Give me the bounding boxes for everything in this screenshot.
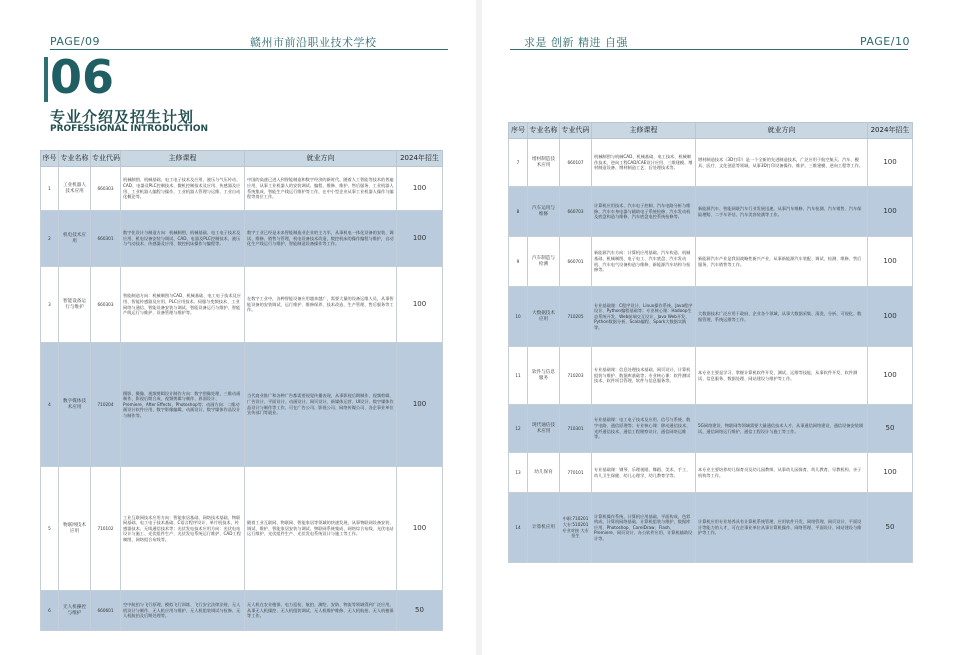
row-career: 在数字工业中，各种智能设备应用越来越广，需要大量的设备运维人员，从事智能设备的安装调试、运行维护、维修保养、技术改造、生产管理、售后服务等工作。 [245,267,397,343]
col-header-name: 专业名称 [59,151,91,167]
row-career: 数字工业已经是未来智能制造业企业的主力军，从事机电一体化设备的安装、调试、维修、销售与管理，机电设备技术改造，数控机床的操作编程与维护，自动化生产线运行与维护，智能制造设备操作等工作。 [245,211,397,267]
row-code: 710205 [560,287,592,347]
row-code: 660303 [91,267,121,343]
col-header-no: 序号 [509,123,528,139]
table-row [509,139,913,187]
row-quota: 100 [397,167,443,211]
table-row [41,467,443,591]
row-no: 13 [509,453,528,493]
right-page [482,0,958,655]
row-name: 幼儿保育 [528,453,560,493]
row-no: 9 [509,237,528,287]
row-code: 660601 [91,591,121,631]
row-no: 10 [509,287,528,347]
col-header-code: 专业代码 [91,151,121,167]
row-course: 数字化设计与制造方向：机械制图、机械基础、电工电子技术及应用、机电设备安装与调试、CAD、电器及PLC控制技术、液压与气动技术、传感器及应用、数控机床操作与编程等。 [121,211,245,267]
row-career: 随着工业互联网、物联网、智能家居等领域的快速发展，从事物联网设备安装、调试、维护、智能家居安装与调试、物联网系统集成、网络综合布线、光伏电站运行维护、光伏组件生产、光伏发电系统设计与施工等工作。 [245,467,397,591]
row-code: 660107 [560,139,592,187]
row-quota: 100 [868,347,913,405]
row-quota: 100 [397,467,443,591]
row-career: 无人机在农业植保、电力巡检、航拍、测绘、安防、物流等领域得到广泛应用，从事无人机操控、无人机组装调试、无人机维护维修、无人机航拍、无人机植保等工作。 [245,591,397,631]
header-rule [510,49,908,50]
row-career: 大数据技术广泛应用于政府、企业各个领域，从事大数据采集、清洗、分析、可视化、数据管理、系统运维等工作。 [696,287,868,347]
row-course: 专业基础课：C程序设计、Linux操作系统、Java程序设计、Python编程基础等；专业核心课：Hadoop生态系统开发、Web前端交互设计、Java Web开发、Python数据分析、Scala编程、Spark大数据实践等。 [592,287,696,347]
section-number: 06 [50,50,115,104]
col-header-name: 专业名称 [528,123,560,139]
row-name: 计算机应用 [528,493,560,563]
table-row [509,187,913,237]
row-no: 12 [509,405,528,453]
row-quota: 50 [868,405,913,453]
row-career: 当代商业推广和各种广告都需要视觉传播表现，从事影视后期制作、视频剪辑、广告设计、平面设计、动画设计、网页设计、新媒体运营、UI设计、数字媒体作品设计与制作等工作，可在广告公司、影视公司、网络传媒公司、各企事业单位宣传部门等就业。 [245,343,397,467]
section-title: 专业介绍及招生计划 [50,108,195,126]
row-no: 4 [41,343,59,467]
row-course: 专业基础课：信息处理技术基础、网页设计、计算机组装与维护、数据库基础等；专业核心课：软件测试技术、软件项目管理、软件与信息服务等。 [592,347,696,405]
table-row [509,347,913,405]
row-name: 数字媒体技术应用 [59,343,91,467]
row-name: 软件与信息服务 [528,347,560,405]
row-name: 汽车制造与检测 [528,237,560,287]
row-quota: 50 [397,591,443,631]
row-course: 空中航拍与飞行原理、模拟飞行训练、飞行安全法律法规、无人机设计与制作、无人机应用与维护、无人机组装调试与检修、无人机航拍及后期处理等。 [121,591,245,631]
row-career: 本专业主要是学习、掌握计算机软件开发、测试、运维等技能，从事软件开发、软件测试、信息服务、数据处理、网站建设与维护等工作。 [696,347,868,405]
row-name: 大数据技术应用 [528,287,560,347]
row-name: 物联网技术应用 [59,467,91,591]
row-course: 智能制造方向：机械制图与CAD、机械基础、电工电子技术及应用、智能传感器及应用、PLC应用技术、伺服与变频技术、工业网络与通信、智能设备安装与调试、智能设备运行与维护、智能产线运行与维护、设备管理与维护等。 [121,267,245,343]
row-no: 7 [509,139,528,187]
table-row [509,405,913,453]
row-name: 智能设备运行与维护 [59,267,91,343]
row-quota: 100 [868,287,913,347]
row-no: 14 [509,493,528,563]
row-code: 660701 [560,237,592,287]
row-course: 新能源汽车方向：计算机应用基础、汽车构造、机械基础、机械制图、电子电工、汽车底盘、汽车发动机、汽车电气设备构造与维修、新能源汽车结构与检修等。 [592,237,696,287]
row-no: 5 [41,467,59,591]
section-bar [44,57,48,102]
row-quota: 50 [868,493,913,563]
col-header-quota: 2024年招生 [397,151,443,167]
row-course: 机械制图、机械基础、电工电子技术及应用、液压与气压传动、CAD、电器及PLC控制技术、微机控制技术及应用、传感器及应用、工业机器人编程与操作、工业机器人管理与运维、工业自动化概论等。 [121,167,245,211]
table-row [41,343,443,467]
col-header-quota: 2024年招生 [868,123,913,139]
row-no: 8 [509,187,528,237]
row-code: 660303 [91,167,121,211]
left-program-table [40,150,443,631]
table-row [41,267,443,343]
row-quota: 100 [397,211,443,267]
col-header-career: 就业方向 [696,123,868,139]
row-career: 5G网络建设、物联网等领域需要大量通信技术人才，从事通信网络建设、通信设备安装调试、通信网络运行维护、通信工程设计与施工等工作。 [696,405,868,453]
row-quota: 100 [868,453,913,493]
row-quota: 100 [868,237,913,287]
row-no: 1 [41,167,59,211]
col-header-code: 专业代码 [560,123,592,139]
table-row [41,591,443,631]
right-page-number: PAGE/10 [860,35,910,48]
row-code: 770101 [560,453,592,493]
row-career: 新能源汽车、智能网联汽车行业发展迅速，从事汽车维修、汽车检测、汽车销售、汽车保险理赔、二手车评估、汽车美容装潢等工作。 [696,187,868,237]
row-quota: 100 [397,267,443,343]
row-code: 710203 [560,347,592,405]
row-course: 工业互联网技术应用方向：智能家居基础、网络技术基础、物联网基础、电工电子技术基础、C语言程序设计、单片机技术、传感器技术、无线通信技术等；光伏发电技术应用方向：光伏电站设计与施工、光伏组件生产、光伏发电系统运行维护、CAD工程制图、网络组合布线等。 [121,467,245,591]
row-quota: 100 [868,139,913,187]
row-code: 660301 [91,211,121,267]
row-code: 660703 [560,187,592,237]
row-course: 计算机操作系统、计算机应用基础、平面构成、色彩构成、计算机网络基础、计算机组装与维护、数据库应用、Photoshop、CorelDraw、Flash、Premiere、网页设计、办公软件应用、计算机辅助设计等。 [592,493,696,563]
row-name: 增材制造技术应用 [528,139,560,187]
row-code: 710301 [560,405,592,453]
section-title-en: PROFESSIONAL INTRODUCTION [50,124,209,134]
row-career: 计算机应用专业培养具有计算机系统管理、应用软件开发、网络管理、网页设计、平面设计等能力的人才，可在企事业单位从事计算机操作、网络管理、平面设计、网站建设与维护等工作。 [696,493,868,563]
row-name: 工业机器人技术应用 [59,167,91,211]
left-page [0,0,476,655]
school-name: 赣州市前沿职业技术学校 [250,36,377,49]
row-career: 中国的高速已进入到智能制造和数字经济的新时代。随着人工智能等技术的普遍应用，从事工业机器人的安装调试、编程、维修、维护、售后服务、工业机器人系统集成、智能生产线运行维护等工作，在中小型企业从事工业机器人操作与编程等岗位工作。 [245,167,397,211]
left-page-number: PAGE/09 [50,35,100,48]
row-career: 新能源汽车产业是我国战略性新兴产业，从事新能源汽车装配、调试、检测、维修、售后服务、汽车销售等工作。 [696,237,868,287]
table-row [509,453,913,493]
row-course: 专业基础课：电工电子技术及应用、信号与系统、数字电路、通信原理等；专业核心课：移动通信技术、光纤通信技术、通信工程勘察设计、通信网络运维等。 [592,405,696,453]
row-course: 机械制图与机械CAD、机械基础、电工技术、机械制作技术、逆向工程CAD/CAE设计应用、三维建模、增材制造设备、增材制造工艺、后处理技术等。 [592,139,696,187]
school-motto: 求是 创新 精进 自强 [524,36,628,49]
table-row [41,167,443,211]
table-row [509,237,913,287]
col-header-course: 主修课程 [121,151,245,167]
row-name: 汽车运用与维修 [528,187,560,237]
row-name: 机电技术应用 [59,211,91,267]
row-course: 专业基础课：钢琴、乐理视唱、舞蹈、美术、手工、幼儿卫生保健、幼儿心理学、幼儿教育学等。 [592,453,696,493]
col-header-no: 序号 [41,151,59,167]
row-name: 现代通信技术应用 [528,405,560,453]
right-program-table [508,122,913,563]
row-course: 摄影、摄像、视频剪辑设计制作方向：数字图像处理、三维动画制作、影视后期合成、视频剪辑与制作、界面设计、Premiere、After Effects、Photoshop等；动画方向：二维动画设计软件应用、数字影像编辑、动画设计、数字媒体作品设计与制作等。 [121,343,245,467]
row-course: 计算机应用技术、汽车电子控制、汽车电路分析与维修、汽车车身电器与辅助电子系统检修、汽车发动机及底盘构造与维修、汽车底盘电控系统检修等。 [592,187,696,237]
row-code: 中职:710201 大专:510201 专业对接 大专招生 [560,493,592,563]
table-row [41,211,443,267]
row-name: 无人机操控与维护 [59,591,91,631]
row-career: 增材制造技术（3D打印）是一个全新的先进制造技术，广泛应用于航空航天、汽车、模具、医疗、文化创意等领域，从事3D打印设备操作、维护，三维建模、逆向工程等工作。 [696,139,868,187]
col-header-career: 就业方向 [245,151,397,167]
row-quota: 100 [868,187,913,237]
row-career: 本专业主要培养幼儿保育员及幼儿园教师，从事幼儿园保育、幼儿教育、早教机构、亲子机构等工作。 [696,453,868,493]
table-row [509,287,913,347]
row-no: 3 [41,267,59,343]
row-no: 6 [41,591,59,631]
row-no: 2 [41,211,59,267]
col-header-course: 主修课程 [592,123,696,139]
table-row [509,493,913,563]
row-no: 11 [509,347,528,405]
row-code: 710102 [91,467,121,591]
row-quota: 100 [397,343,443,467]
row-code: 710204 [91,343,121,467]
